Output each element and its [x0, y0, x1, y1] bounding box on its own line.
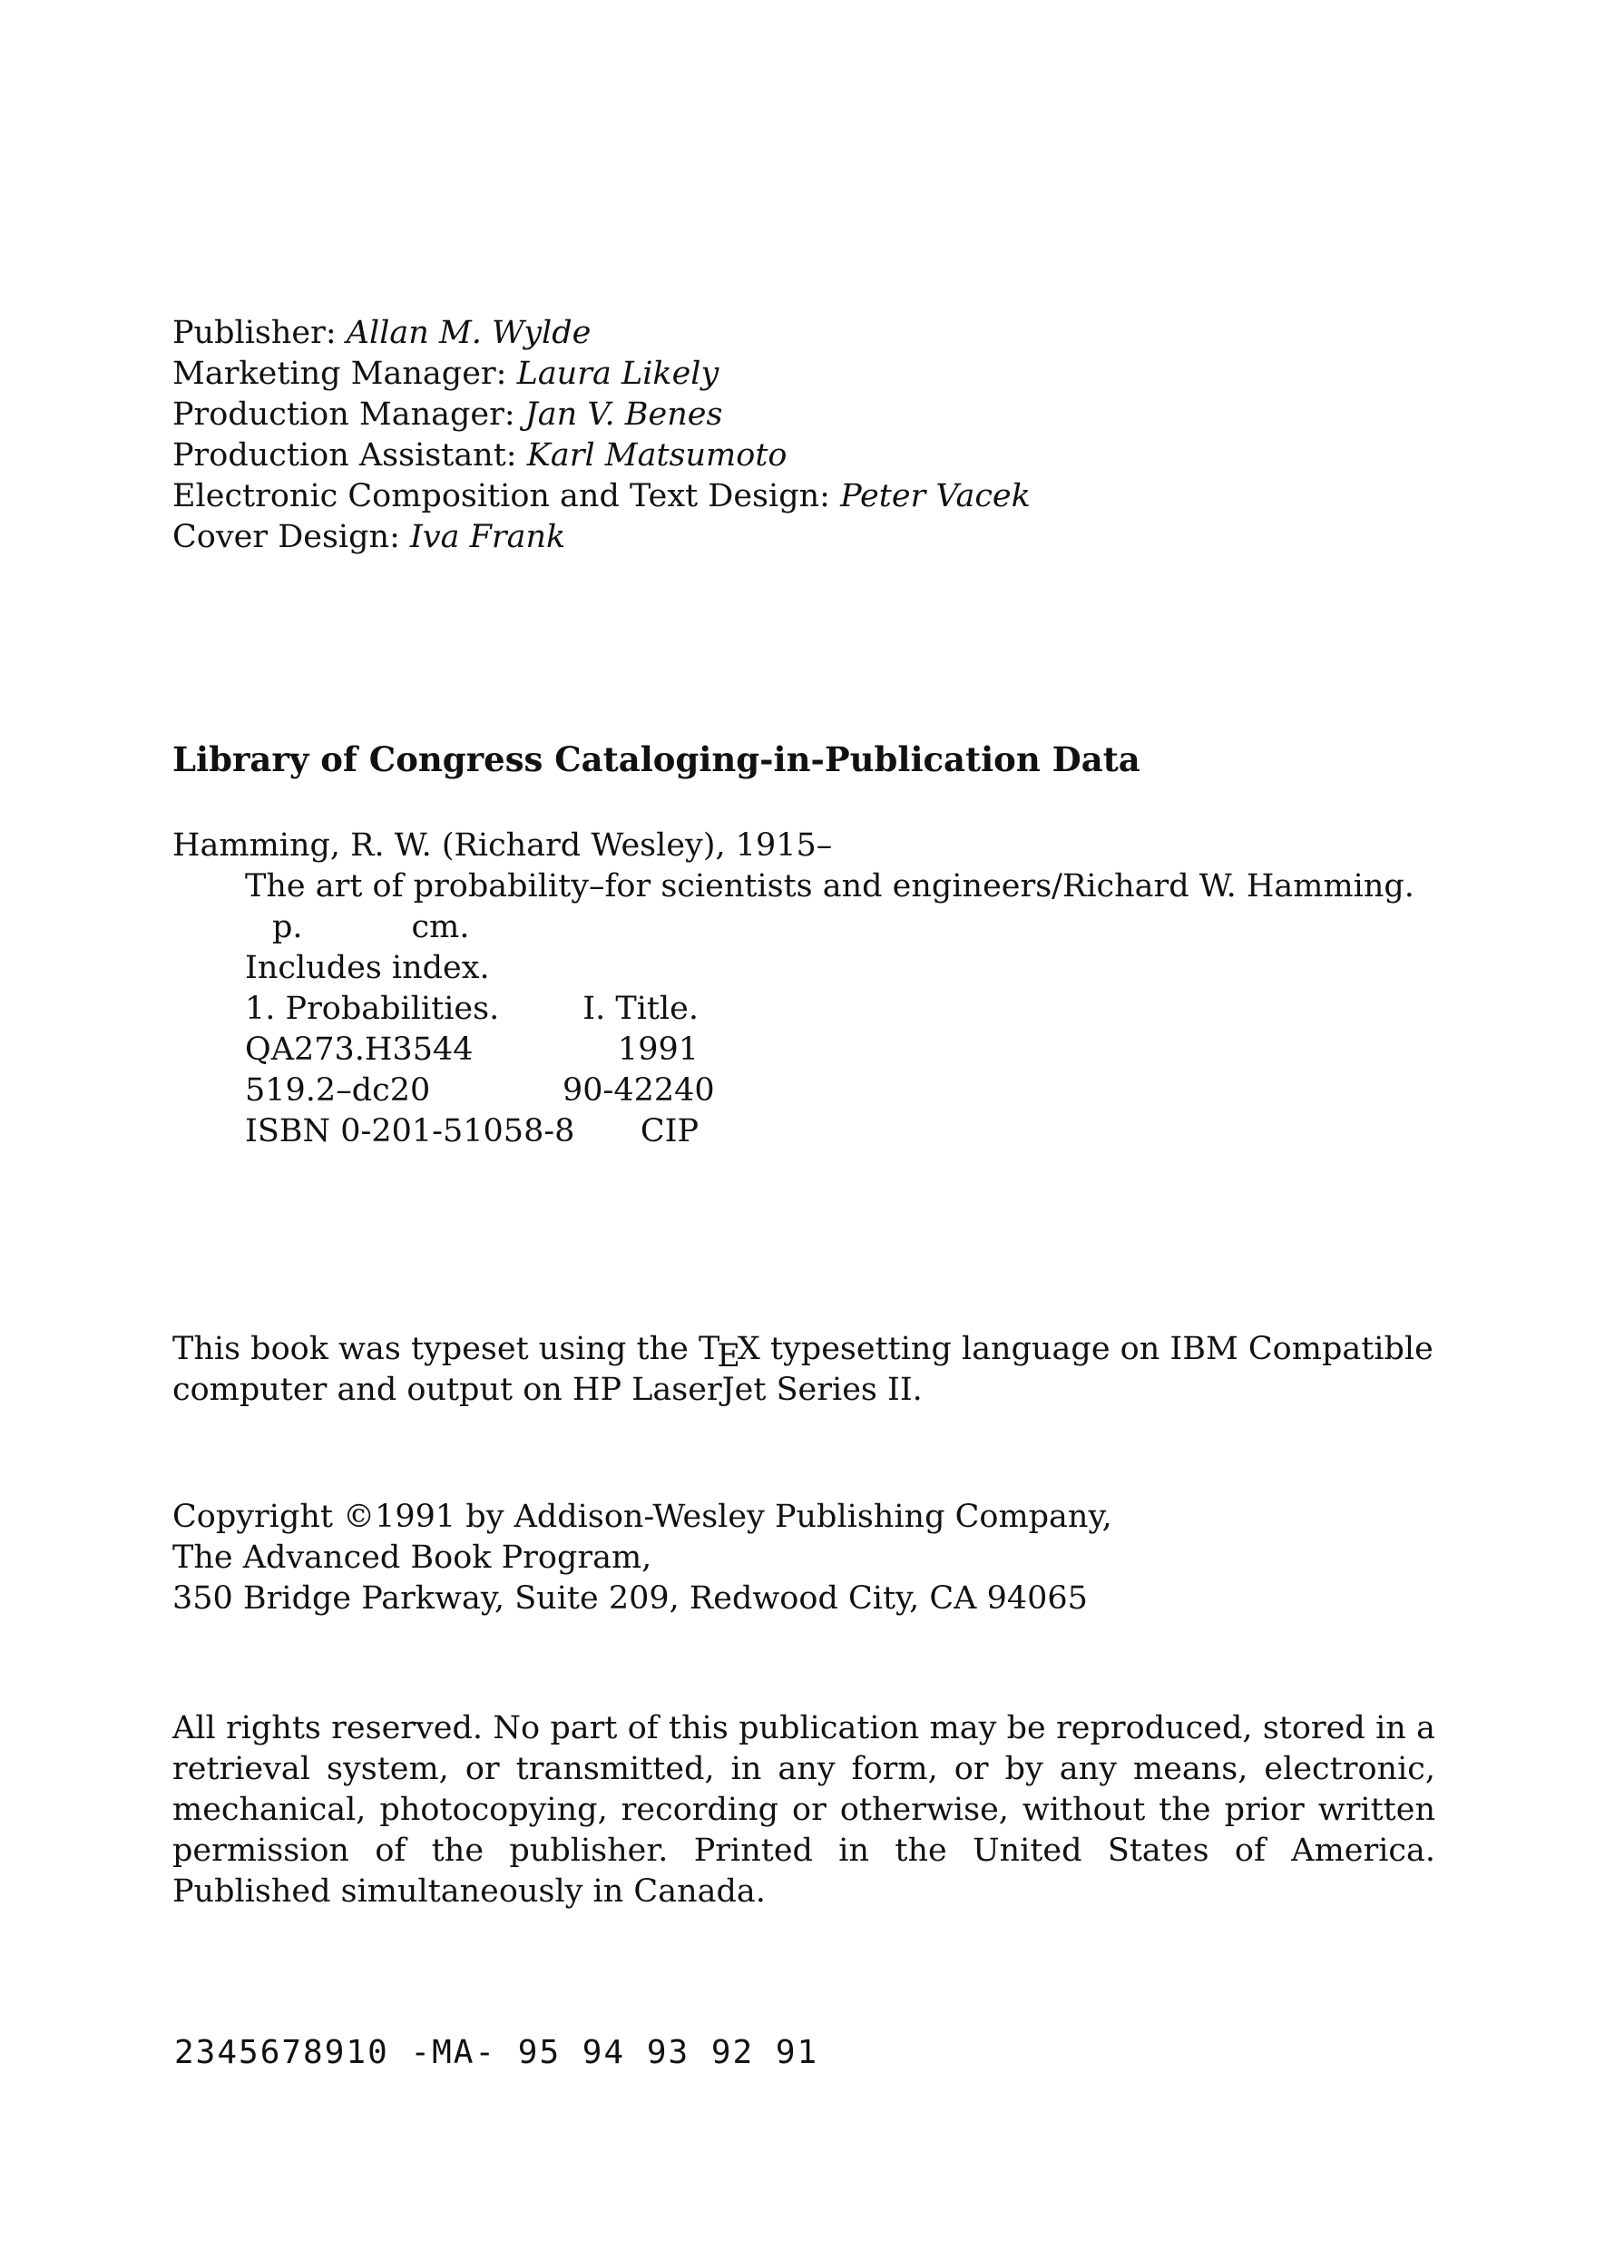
cip-title: The art of probability–for scientists and engineers/Richard W. Hamming. [245, 868, 1414, 904]
cip-author: Hamming, R. W. (Richard Wesley), 1915– [172, 827, 833, 864]
cip-row-left: QA273.H3544 [245, 1031, 474, 1068]
credit-role: Cover Design: [172, 519, 410, 555]
cip-classification-grid [245, 989, 1414, 1152]
printing-line: 2345678910 -MA- 95 94 93 92 91 [174, 2034, 819, 2071]
credit-line [172, 354, 1031, 395]
credit-role: Marketing Manager: [172, 356, 517, 392]
typesetting-note [172, 1329, 1435, 1411]
credit-line [172, 435, 1031, 476]
cip-cm: cm. [411, 909, 470, 945]
cip-includes: Includes index. [245, 950, 490, 986]
cip-pages: p. [272, 909, 303, 945]
copyright-line: Copyright ©1991 by Addison-Wesley Publishing Company, [172, 1499, 1112, 1535]
credit-line [172, 517, 1031, 558]
credits-list [172, 313, 1031, 558]
credit-role: Electronic Composition and Text Design: [172, 478, 841, 514]
credit-role: Production Assistant: [172, 437, 527, 474]
credit-role: Production Manager: [172, 396, 525, 433]
cip-heading: Library of Congress Cataloging-in-Publication Data [172, 739, 1140, 779]
typesetting-line-2: computer and output on HP LaserJet Series II. [172, 1372, 923, 1408]
cip-row-right: 1991 [617, 1031, 699, 1068]
typeset-text: This book was typeset using the [172, 1331, 699, 1367]
tex-logo [699, 1331, 760, 1374]
cip-row-right: I. Title. [582, 991, 699, 1027]
rights-text: All rights reserved. No part of this publication may be reproduced, stored in a retrieval system, or transmitted, in any form, or by any means, electronic, mechanical, photocopying, recording or otherwise, without the prior written permission of the publisher. Printed in the United States of America. Published simultaneously in Canada. [172, 1710, 1435, 1910]
credit-name: Karl Matsumoto [526, 437, 788, 474]
credit-line [172, 395, 1031, 435]
cip-row-left: ISBN 0-201-51058-8 [245, 1113, 575, 1149]
publisher-program: The Advanced Book Program, [172, 1540, 652, 1576]
credit-name: Jan V. Benes [524, 396, 723, 433]
tex-logo-x: X [737, 1331, 760, 1367]
credit-line [172, 476, 1031, 517]
tex-logo-t: T [699, 1331, 720, 1367]
typesetting-line-1 [172, 1329, 1435, 1374]
publisher-address: 350 Bridge Parkway, Suite 209, Redwood City, CA 94065 [172, 1580, 1088, 1617]
credit-name: Peter Vacek [840, 478, 1031, 514]
credit-name: Laura Likely [516, 356, 719, 392]
rights-statement [172, 1708, 1435, 1912]
cip-row-left: 519.2–dc20 [245, 1072, 431, 1109]
credit-name: Allan M. Wylde [346, 315, 592, 351]
credit-role: Publisher: [172, 315, 347, 351]
cip-physical-description [272, 907, 1414, 948]
credit-name: Iva Frank [410, 519, 566, 555]
cip-record [172, 826, 1414, 1152]
credit-line [172, 313, 1031, 354]
cip-row-right: CIP [640, 1113, 699, 1149]
tex-logo-e: E [717, 1338, 740, 1374]
cip-row-right: 90-42240 [563, 1072, 715, 1109]
cip-row-left: 1. Probabilities. [245, 991, 500, 1027]
copyright-notice [172, 1497, 1112, 1619]
typeset-text: typesetting language on IBM Compatible [759, 1331, 1433, 1367]
